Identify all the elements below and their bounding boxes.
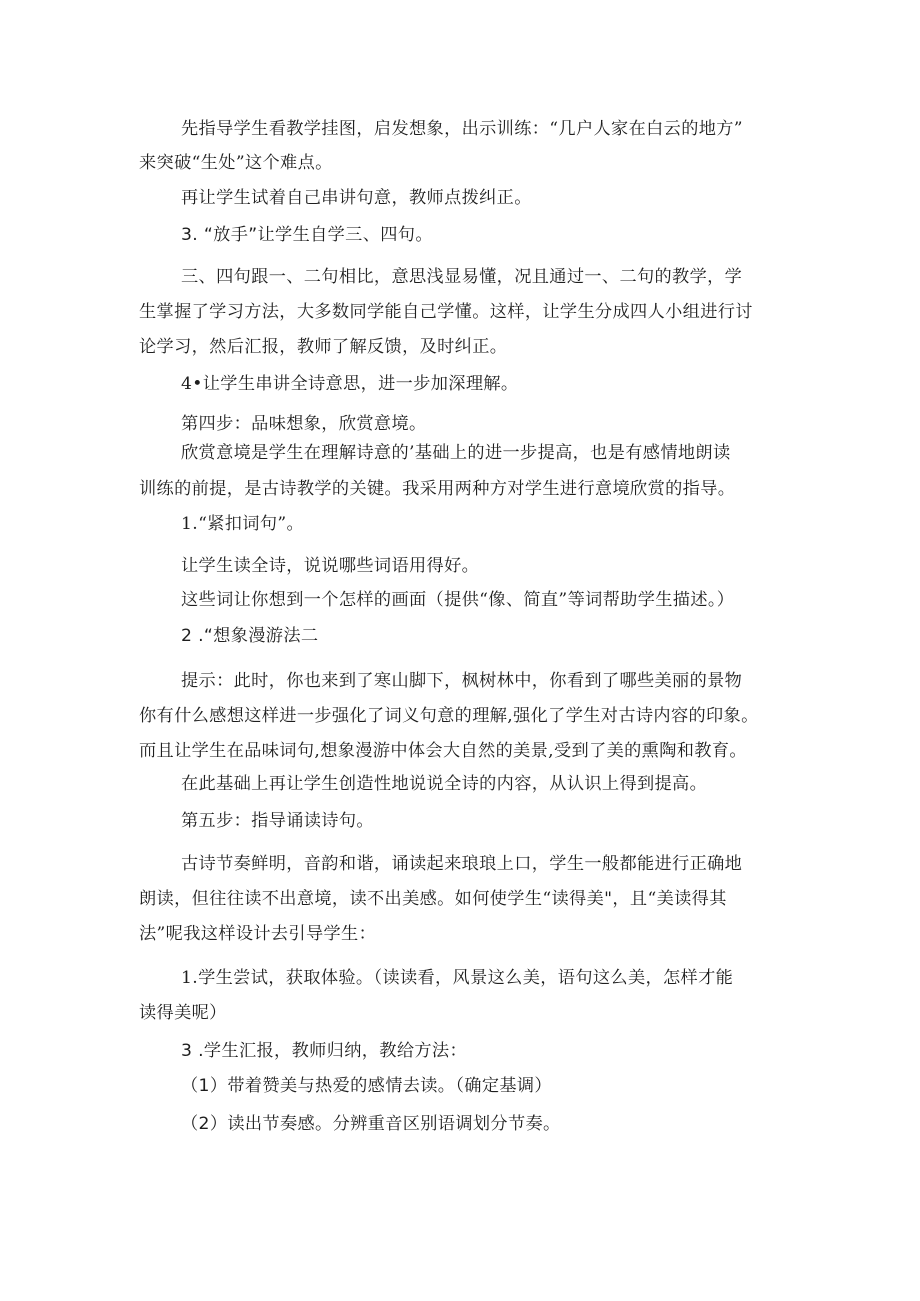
- list-item-1: 1.学生尝试，获取体验。（读读看，风景这么美，语句这么美，怎样才能: [181, 968, 734, 988]
- text-line: 读得美呢）: [139, 1003, 227, 1023]
- text-line: 训练的前提，是古诗教学的关键。我采用两种方对学生进行意境欣赏的指导。: [139, 479, 736, 499]
- text-line: 而且让学生在品味词句,想象漫游中体会大自然的美景,受到了美的熏陶和教育。: [139, 741, 747, 761]
- sub-item-1: （1）带着赞美与热爱的感情去读。（确定基调）: [181, 1076, 552, 1096]
- text-line: 这些词让你想到一个怎样的画面（提供“像、简直”等词帮助学生描述。）: [181, 590, 735, 610]
- text-line: 你有什么感想这样进一步强化了词义句意的理解,强化了学生对古诗内容的印象。: [139, 706, 759, 726]
- list-item-1: 1.“紧扣词句”。: [181, 514, 305, 534]
- list-item-2: 2 .“想象漫游法二: [181, 626, 319, 646]
- text-line: 来突破“生处”这个难点。: [139, 153, 333, 173]
- text-line: 欣赏意境是学生在理解诗意的’基础上的进一步提高，也是有感情地朗读: [181, 443, 731, 463]
- text-line: 三、四句跟一、二句相比，意思浅显易懂，况且通过一、二句的教学，学: [181, 267, 743, 287]
- list-item-3: 3. “放手”让学生自学三、四句。: [181, 225, 433, 245]
- text-line: 让学生读全诗，说说哪些词语用得好。: [181, 556, 480, 576]
- text-line: 在此基础上再让学生创造性地说说全诗的内容，从认识上得到提高。: [181, 774, 708, 794]
- text-line: 先指导学生看教学挂图，启发想象，出示训练：“几户人家在白云的地方”: [181, 119, 743, 139]
- text-line: 再让学生试着自己串讲句意，教师点拨纠正。: [181, 188, 532, 208]
- section-heading-step4: 第四步：品味想象，欣赏意境。: [181, 414, 427, 434]
- text-line: 生掌握了学习方法，大多数同学能自己学懂。这样，让学生分成四人小组进行讨: [139, 302, 753, 322]
- list-item-3: 3 .学生汇报，教师归纳，教给方法：: [181, 1041, 467, 1061]
- text-line: 法”呢我这样设计去引导学生：: [139, 924, 377, 944]
- section-heading-step5: 第五步：指导诵读诗句。: [181, 811, 374, 831]
- text-line: 古诗节奏鲜明，音韵和谐，诵读起来琅琅上口，学生一般都能进行正确地: [181, 854, 743, 874]
- text-line: 提示：此时，你也来到了寒山脚下，枫树林中，你看到了哪些美丽的景物: [181, 671, 743, 691]
- list-item-4: 4•让学生串讲全诗意思，进一步加深理解。: [181, 374, 519, 394]
- text-line: 论学习，然后汇报，教师了解反馈，及时纠正。: [139, 337, 508, 357]
- text-line: 朗读，但往往读不出意境，读不出美感。如何使学生“读得美"，且“美读得其: [139, 889, 727, 909]
- sub-item-2: （2）读出节奏感。分辨重音区别语调划分节奏。: [181, 1114, 561, 1134]
